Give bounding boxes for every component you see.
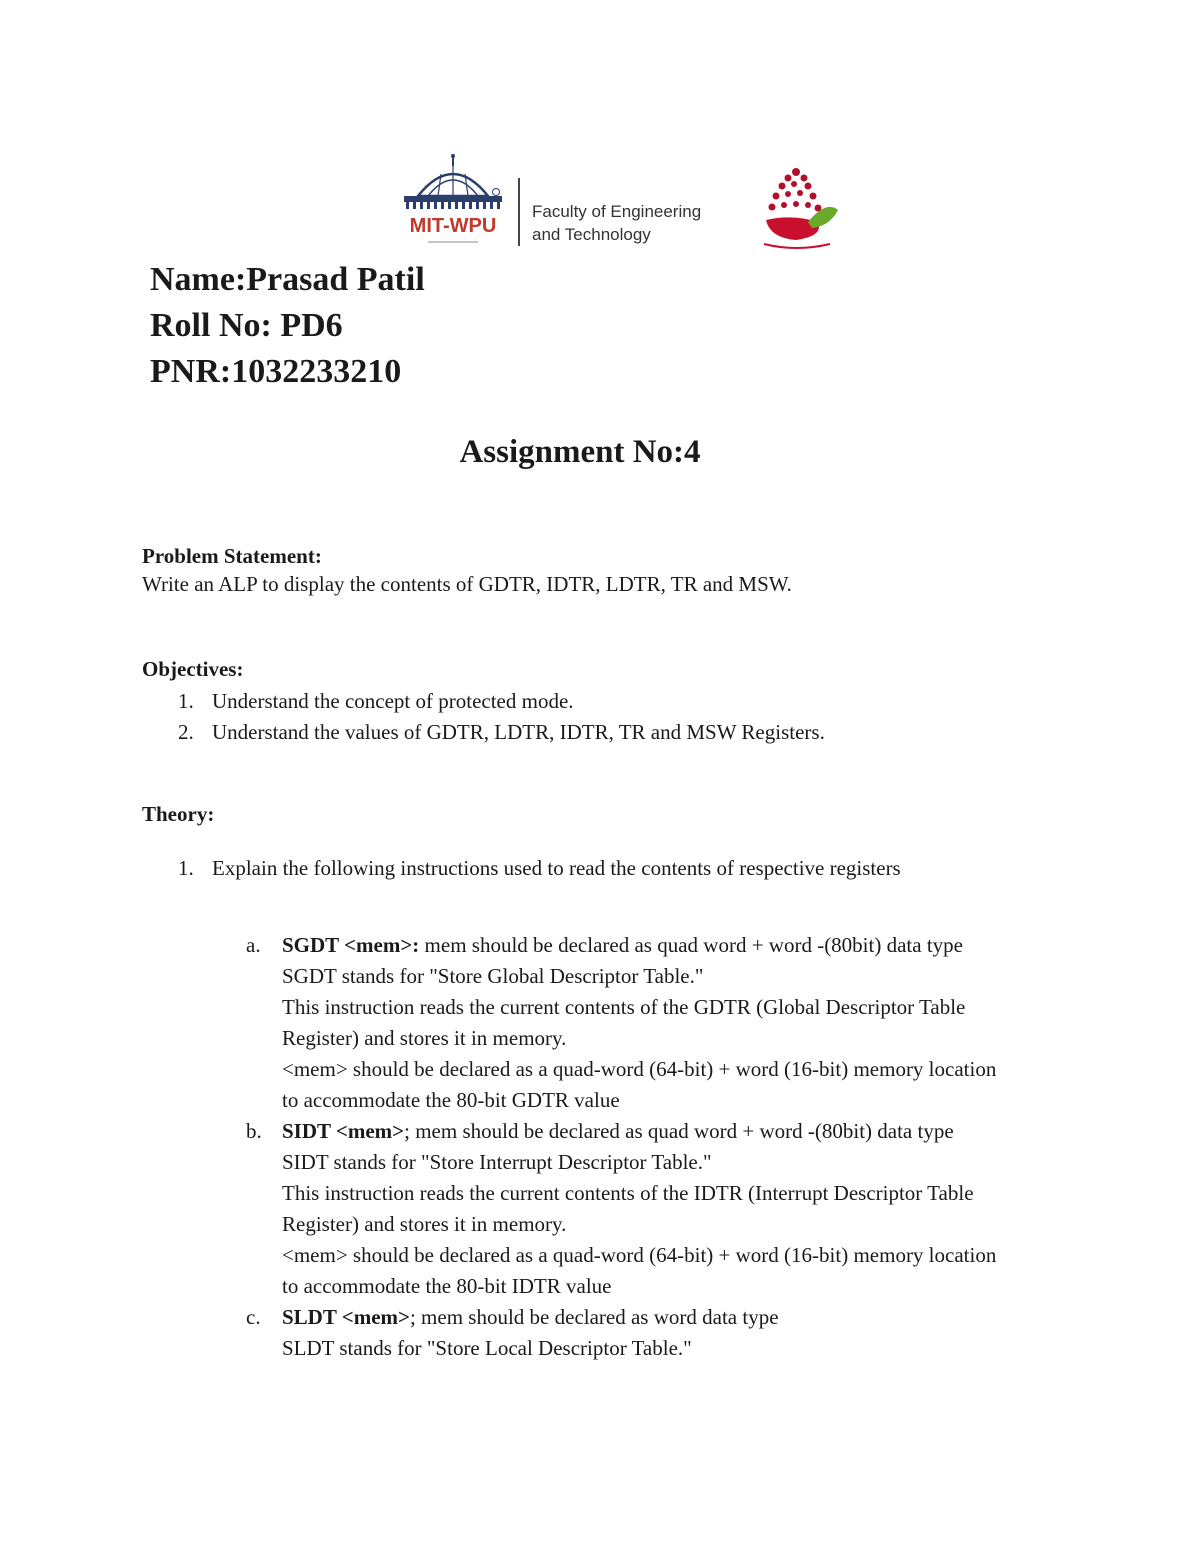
list-item-number: 2. xyxy=(178,720,194,744)
assignment-title: Assignment No:4 xyxy=(459,434,701,470)
instruction-line: Register) and stores it in memory. xyxy=(282,1026,567,1050)
instruction-marker: a. xyxy=(246,933,261,957)
problem-label: Problem Statement: xyxy=(142,544,322,568)
instruction-line: This instruction reads the current contents of the IDTR (Interrupt Descriptor Table xyxy=(282,1181,974,1205)
faculty-title xyxy=(532,200,701,246)
instruction-line: Register) and stores it in memory. xyxy=(282,1212,567,1236)
list-item-text: Understand the values of GDTR, LDTR, IDTR, TR and MSW Registers. xyxy=(212,720,825,744)
student-pnr: PNR:1032233210 xyxy=(150,353,402,390)
list-item-text: Explain the following instructions used to read the contents of respective registers xyxy=(212,856,901,880)
instruction-list xyxy=(246,930,996,1364)
instruction-heading: SLDT <mem> xyxy=(282,1305,410,1329)
logo-divider xyxy=(518,178,520,246)
list-item xyxy=(142,853,901,884)
list-item-text: Understand the concept of protected mode. xyxy=(212,689,574,713)
instruction-heading: SIDT <mem> xyxy=(282,1119,405,1143)
mit-wpu-logo xyxy=(398,152,508,248)
student-roll: Roll No: PD6 xyxy=(150,307,343,344)
list-item xyxy=(142,686,825,717)
theory-label: Theory: xyxy=(142,802,215,826)
theory-question xyxy=(142,853,901,884)
faculty-line-1: Faculty of Engineering xyxy=(532,202,702,221)
student-info xyxy=(150,257,425,395)
objectives-label: Objectives: xyxy=(142,657,244,681)
instruction-line: This instruction reads the current contents of the GDTR (Global Descriptor Table xyxy=(282,995,966,1019)
instruction-heading-rest: mem should be declared as quad word + word -(80bit) data type xyxy=(419,933,963,957)
instruction-heading-rest: ; mem should be declared as quad word + word -(80bit) data type xyxy=(404,1119,954,1143)
list-item xyxy=(142,717,825,748)
instruction-item-sldt xyxy=(246,1302,996,1364)
instruction-line: <mem> should be declared as a quad-word (64-bit) + word (16-bit) memory location xyxy=(282,1243,997,1267)
instruction-heading-rest: ; mem should be declared as word data type xyxy=(409,1305,779,1329)
list-item-number: 1. xyxy=(178,856,194,880)
instruction-item-sgdt xyxy=(246,930,996,1116)
problem-text: Write an ALP to display the contents of GDTR, IDTR, LDTR, TR and MSW. xyxy=(142,572,792,596)
instruction-item-sidt xyxy=(246,1116,996,1302)
mit-wpu-logo-text: MIT-WPU xyxy=(409,215,497,237)
instruction-heading: SGDT <mem>: xyxy=(282,933,420,957)
list-item-number: 1. xyxy=(178,689,194,713)
instruction-marker: b. xyxy=(246,1119,262,1143)
student-name: Name:Prasad Patil xyxy=(150,261,425,298)
instruction-line: to accommodate the 80-bit GDTR value xyxy=(282,1088,620,1112)
instruction-line: SIDT stands for "Store Interrupt Descriptor Table." xyxy=(282,1150,712,1174)
instruction-line: SGDT stands for "Store Global Descriptor Table." xyxy=(282,964,704,988)
instruction-marker: c. xyxy=(246,1305,261,1329)
objectives-list xyxy=(142,686,825,748)
instruction-line: to accommodate the 80-bit IDTR value xyxy=(282,1274,612,1298)
faculty-line-2: and Technology xyxy=(532,225,651,244)
faculty-emblem-icon xyxy=(756,160,840,252)
instruction-line: <mem> should be declared as a quad-word (64-bit) + word (16-bit) memory location xyxy=(282,1057,997,1081)
instruction-line: SLDT stands for "Store Local Descriptor Table." xyxy=(282,1336,692,1360)
